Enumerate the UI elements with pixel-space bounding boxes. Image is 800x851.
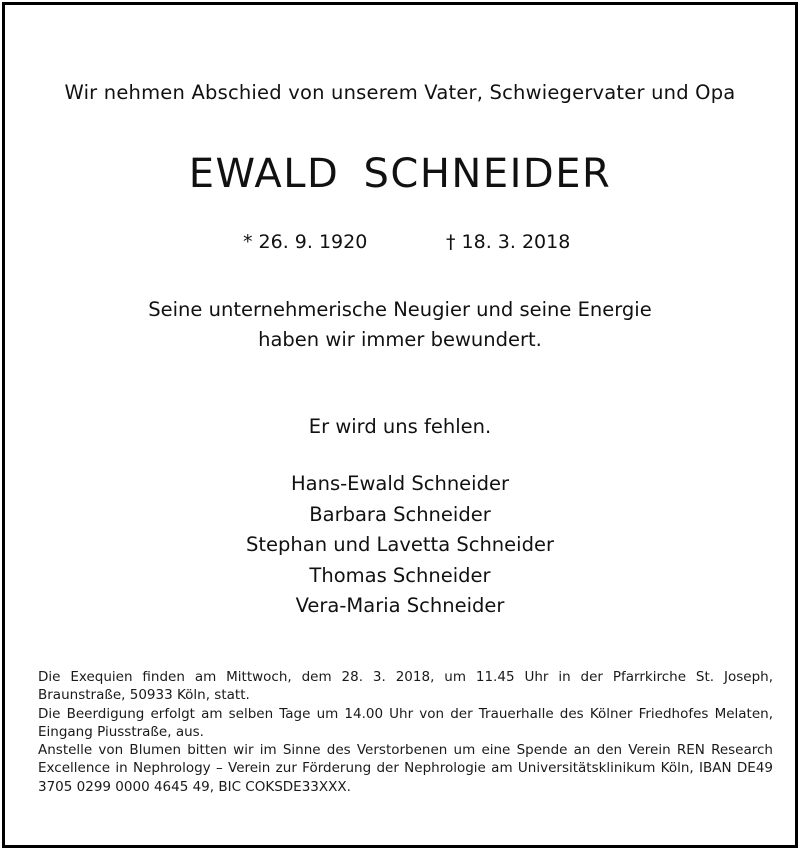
funeral-mass-info: Die Exequien finden am Mittwoch, dem 28. 3. 2018, um 11.45 Uhr in der Pfarrkirche St. Joseph, Braunstraße, 50933 Köln, statt. [38, 669, 773, 704]
mourners-list [5, 469, 795, 622]
intro-line: Wir nehmen Abschied von unserem Vater, Schwiegervater und Opa [64, 81, 736, 104]
service-details [38, 668, 773, 796]
deceased-name: EWALD SCHNEIDER [188, 151, 612, 197]
obituary-frame [2, 2, 798, 848]
mourner-name: Stephan und Lavetta Schneider [246, 533, 554, 556]
burial-info: Die Beerdigung erfolgt am selben Tage um 14.00 Uhr von der Trauerhalle des Kölner Friedhofes Melaten, Eingang Piusstraße, aus. [38, 705, 773, 740]
tribute-quote [5, 295, 795, 355]
tribute-quote-line: Seine unternehmerische Neugier und seine Energie [148, 298, 652, 321]
mourner-name: Thomas Schneider [309, 563, 491, 587]
birth-date: * 26. 9. 1920 [243, 231, 368, 253]
mourner-name: Barbara Schneider [309, 502, 491, 526]
mourner-name: Hans-Ewald Schneider [290, 472, 509, 495]
donation-info: Anstelle von Blumen bitten wir im Sinne des Verstorbenen um eine Spende an den Verein REN Research Excellence in Nephrology – Verein zur Förderung der Nephrologie am Universitätsklinikum Köln, IBAN DE49 3705 0299 0000 4645 49, BIC COKSDE33XXX. [38, 742, 773, 795]
tribute-quote-line: haben wir immer bewundert. [258, 328, 542, 351]
death-date: † 18. 3. 2018 [446, 231, 571, 253]
mourner-name: Vera-Maria Schneider [295, 594, 505, 617]
farewell-line: Er wird uns fehlen. [308, 415, 492, 438]
